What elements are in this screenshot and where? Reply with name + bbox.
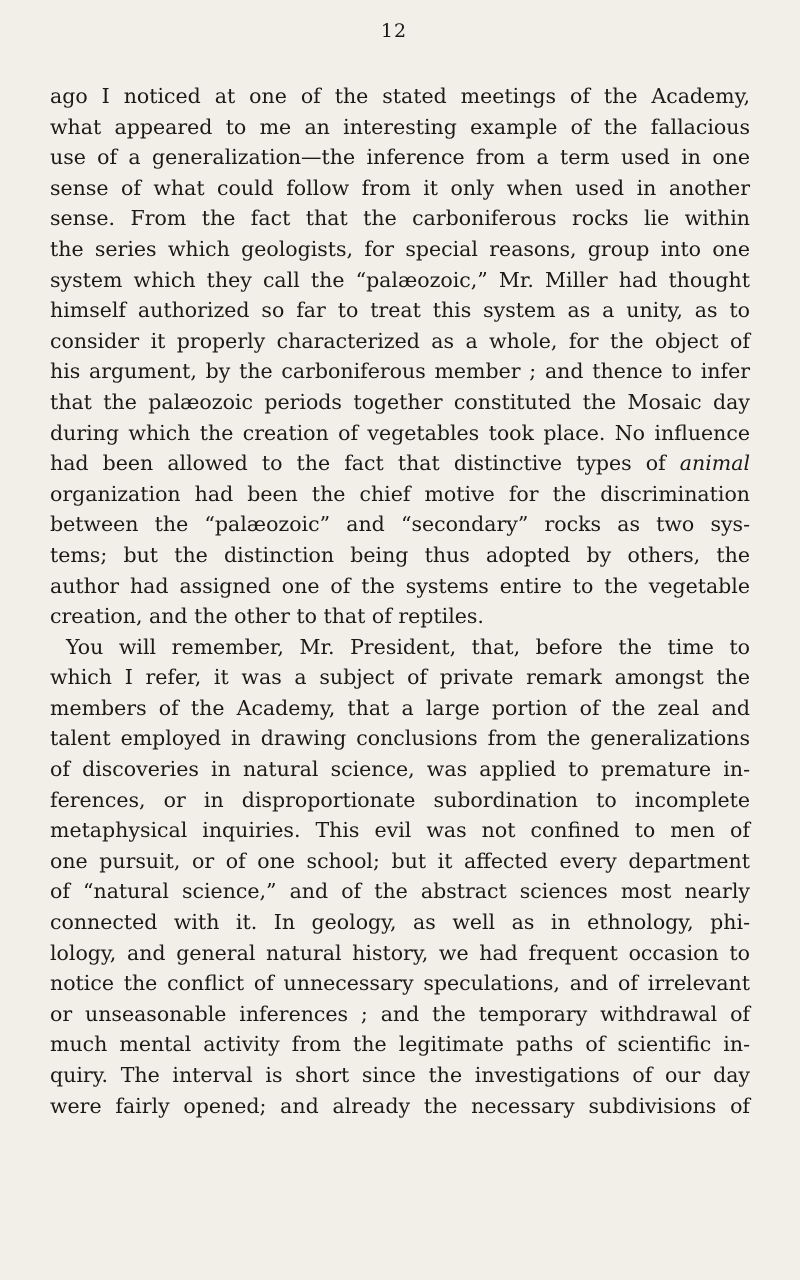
italic-word: animal	[679, 451, 750, 476]
text-line: use of a generalization—the inference from a term used in one	[50, 145, 750, 170]
text-line: system which they call the “palæozoic,” Mr. Miller had thought	[50, 267, 750, 292]
text-line: consider it properly characterized as a whole, for the object of	[50, 328, 750, 353]
text-line: organization had been the chief motive for the discrimination	[50, 481, 750, 506]
text-line: ferences, or in disproportionate subordination to incomplete	[50, 787, 750, 812]
text-line: talent employed in drawing conclusions from the generalizations	[50, 726, 750, 751]
text-line: one pursuit, or of one school; but it affected every department	[50, 848, 750, 873]
text-line: that the palæozoic periods together constituted the Mosaic day	[50, 389, 750, 414]
text-line: during which the creation of vegetables took place. No influence	[50, 420, 750, 445]
text-line: ago I noticed at one of the stated meetings of the Academy,	[50, 84, 750, 108]
text-segment: had been allowed to the fact that distinctive types of	[50, 451, 680, 476]
text-line: members of the Academy, that a large portion of the zeal and	[50, 695, 750, 720]
text-line: metaphysical inquiries. This evil was not confined to men of	[50, 818, 750, 843]
text-line: of “natural science,” and of the abstract sciences most nearly	[50, 879, 750, 904]
text-line: notice the conflict of unnecessary speculations, and of irrelevant	[50, 971, 750, 996]
text-line: himself authorized so far to treat this system as a unity, as to	[50, 298, 750, 323]
text-line: which I refer, it was a subject of private remark amongst the	[50, 665, 750, 690]
paragraph-start-line: You will remember, Mr. President, that, before the time to	[66, 634, 750, 659]
text-line: or unseasonable inferences ; and the temporary withdrawal of	[50, 1001, 750, 1026]
text-line: quiry. The interval is short since the investigations of our day	[50, 1063, 750, 1087]
text-line-with-italic	[50, 448, 750, 479]
text-line: tems; but the distinction being thus adopted by others, the	[50, 542, 750, 567]
text-line: sense of what could follow from it only when used in another	[50, 175, 750, 200]
text-line: lology, and general natural history, we had frequent occasion to	[50, 940, 750, 965]
text-line: sense. From the fact that the carboniferous rocks lie within	[50, 206, 750, 231]
text-line: of discoveries in natural science, was applied to premature in-	[50, 757, 750, 782]
text-line: the series which geologists, for special reasons, group into one	[50, 236, 750, 261]
text-line: what appeared to me an interesting example of the fallacious	[50, 114, 750, 139]
text-line: connected with it. In geology, as well as in ethnology, phi-	[50, 910, 750, 935]
text-line: his argument, by the carboniferous member ; and thence to infer	[50, 359, 750, 384]
body-text	[50, 81, 750, 1121]
text-line: author had assigned one of the systems entire to the vegetable	[50, 573, 750, 598]
text-line: were fairly opened; and already the necessary subdivisions of	[50, 1093, 750, 1118]
text-line: between the “palæozoic” and “secondary” rocks as two sys-	[50, 512, 750, 537]
page-number: 12	[380, 20, 408, 42]
paragraph-end-line: creation, and the other to that of reptiles.	[50, 604, 484, 629]
text-line: much mental activity from the legitimate paths of scientific in-	[50, 1032, 750, 1057]
